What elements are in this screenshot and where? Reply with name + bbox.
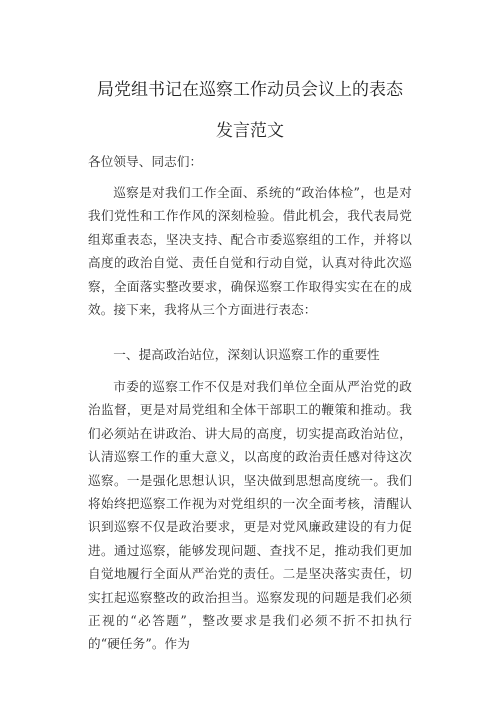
paragraph-section-1: 市委的巡察工作不仅是对我们单位全面从严治党的政治监督，更是对局党组和全体干部职工的鞭策和推动。我们必须站在讲政治、讲大局的高度，切实提高政治站位，认清巡察工作的重大意义，以高度的政治责任感对待这次巡察。一是强化思想认识，坚决做到思想高度统一。我们将始终把巡察工作视为对党组织的一次全面考核，清醒认识到巡察不仅是政治要求，更是对党风廉政建设的有力促进。通过巡察，能够发现问题、查找不足，推动我们更加自觉地履行全面从严治党的责任。二是坚决落实责任，切实扛起巡察整改的政治担当。巡察发现的问题是我们必须正视的“必答题”，整改要求是我们必须不折不扣执行的“硬任务”。作为 [88, 379, 412, 652]
document-title-line-1: 局党组书记在巡察工作动员会议上的表态 [97, 80, 403, 100]
document-title-line-2: 发言范文 [216, 121, 284, 141]
greeting: 各位领导、同志们： [88, 154, 203, 169]
section-heading-1: 一、提高政治站位，深刻认识巡察工作的重要性 [113, 347, 380, 362]
paragraph-intro: 巡察是对我们工作全面、系统的“政治体检”，也是对我们党性和工作作风的深刻检验。借此机会，我代表局党组郑重表态，坚决支持、配合市委巡察组的工作，并将以高度的政治自觉、责任自觉和行动自觉，认真对待此次巡察，全面落实整改要求，确保巡察工作取得实实在在的成效。接下来，我将从三个方面进行表态： [88, 185, 412, 318]
